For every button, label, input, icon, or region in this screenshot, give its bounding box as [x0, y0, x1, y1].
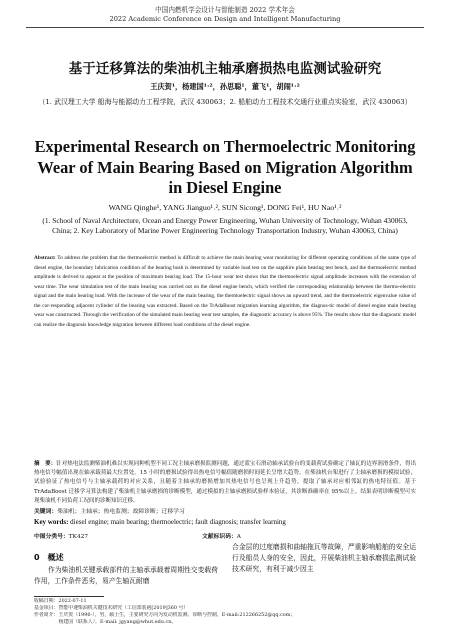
- chinese-abstract-text: 针对热电法监测柴油机难以实现同种机型不同工况主轴承磨损监测问题，通过蓝宝石滑动轴承试验台的变载荷试验确定了轴瓦的边界润滑条件，得出热电信号幅值出现在轴承载荷最大位置处。15 小时的磨损试验得出热电信号幅值随磨损时间延长呈增大趋势。在柴油机台架进行了主轴承磨损的模拟试验，试验验证了热电信号与主轴承载荷的对应关系，且随着主轴承的磨损增加其热电信号也呈现上升趋势，提取了轴承对应相邻缸的热电特征值。基于 TrAdaBoost 迁移学习算法构建了柴油机主轴承磨损的诊断模型，通过模拟的主轴承磨损试验样本验证，其诊断准确率在 95%以上。结果表明诊断模型可实现柴油机不同负荷工况间的诊断知识迁移。: [34, 461, 416, 504]
- chinese-title: 基于迁移算法的柴油机主轴承磨损热电监测试验研究: [68, 62, 382, 77]
- chinese-keywords: [34, 506, 416, 515]
- clc-value: TK427: [68, 534, 89, 540]
- running-header: [0, 0, 450, 24]
- header-divider: [26, 27, 424, 28]
- english-keywords: [34, 518, 416, 526]
- english-affiliation: (1. School of Naval Architecture, Ocean and Energy Power Engineering, Wuhan University of Technology, Wuhan 430063, China; 2. Key Laboratory of Marine Power Engineering Technology Transportation Industry, Wuhan 430063, China): [42, 216, 408, 235]
- english-title-line: in Diesel Engine: [168, 178, 282, 197]
- body-column-right: 合金层的过度磨损和曲轴拖瓦等故障，严重影响船舶的安全运行及船员人身的安全，因此，开展柴油机主轴承磨损监测试验技术研究，有利于减少因主: [232, 543, 416, 573]
- doc-label: 文献标识码：: [202, 534, 237, 540]
- chinese-abstract: [34, 460, 416, 506]
- doc-value: A: [236, 534, 241, 540]
- english-title-line: Experimental Research on Thermoelectric Monitoring: [34, 137, 416, 156]
- clc-label: 中图分类号：: [34, 534, 69, 540]
- footnotes: [34, 598, 416, 626]
- chinese-keywords-label: 关键词：: [34, 509, 58, 515]
- english-keywords-text: diesel engine; main bearing; thermoelectric; fault diagnosis; transfer learning: [70, 518, 286, 526]
- abstract-label: Abstract:: [34, 255, 56, 261]
- chinese-authors: 王庆贺¹，杨建国¹˒²，孙思聪¹，董飞¹，胡闹¹˒²: [150, 82, 300, 91]
- section-heading: 0 概述: [34, 553, 64, 562]
- footnote-contact: 杨建国（联系人），E-mail: jgyang@whut.edu.cn。: [34, 619, 177, 625]
- footnote-received: 收稿日期：2022-07-11: [34, 598, 87, 604]
- english-authors: WANG Qinghe¹, YANG Jianguo¹˒², SUN Sicong¹, DONG Fei¹, HU Nao¹˒²: [108, 203, 342, 212]
- english-abstract: [34, 254, 416, 330]
- footnote-funding: 基金项目：智能中速柴油机关键技术研究（工信部装函[2019]360 号）: [34, 605, 189, 611]
- footnote-divider: [34, 596, 104, 597]
- english-title: [0, 137, 450, 199]
- chinese-abstract-label: 摘 要：: [34, 461, 57, 467]
- header-conference-cn: 中国内燃机学会设计与智能制造 2022 学术年会: [155, 6, 295, 14]
- document-code: [202, 531, 241, 540]
- abstract-text: To address the problem that the thermoelectric method is difficult to achieve the main bearing wear monitoring for different operating conditions of the same type of diesel engine, the boundary lubrication condition of the bearing bush is determined by variable load test on the sapphire plain bearing test bench, and the thermoelectric method amplitude is derived to appear at the position of maximum bearing load. The 15-hour wear test shows that the thermoelectric signal amplitude increases with the extension of wear time. The wear simulation test of the main bearing was carried out on the diesel engine bench, which verified the corresponding relationship between the thermo-electric signal and the main bearing load. With the increase of the wear of the main bearing, the thermoelectric signal shows an upward trend, and the thermoelectric eigenvalue value of the cor-responding adjacent cylinder of the bearing was extracted. Based on the TrAdaBoost migration learning algorithm, the diagnos-tic model of diesel engine main bearing wear was constructed. Through the verification of the simulated main bearing wear test samples, the diagnostic accuracy is above 95%. The results show that the diagnostic model can realize the diagnosis knowledge migration between different load conditions of the diesel engine.: [34, 255, 417, 328]
- body-column-left: 作为柴油机关键承载部件的主轴承承载着周期性交变载荷作用，工作条件恶劣，易产生轴瓦耐磨: [34, 566, 218, 585]
- classification-info: [34, 531, 416, 540]
- footnote-author-bio: 作者简介：王庆贺（1996-），男，硕士生，主要研究方向为发动机监测、诊断与控制，E-mail:212266252@qq.com；: [34, 612, 296, 618]
- chinese-affiliation: （1. 武汉理工大学 船海与能源动力工程学院，武汉 430063；2. 船舶动力工程技术交通行业重点实验室，武汉 430063）: [38, 98, 412, 106]
- header-conference-en: 2022 Academic Conference on Design and Intelligent Manufacturing: [109, 15, 341, 23]
- english-keywords-label: Key words:: [34, 518, 69, 526]
- chinese-keywords-text: 柴油机；主轴承；热电监测；故障诊断；迁移学习: [57, 509, 185, 515]
- english-title-line: Wear of Main Bearing Based on Migration Algorithm: [37, 157, 413, 177]
